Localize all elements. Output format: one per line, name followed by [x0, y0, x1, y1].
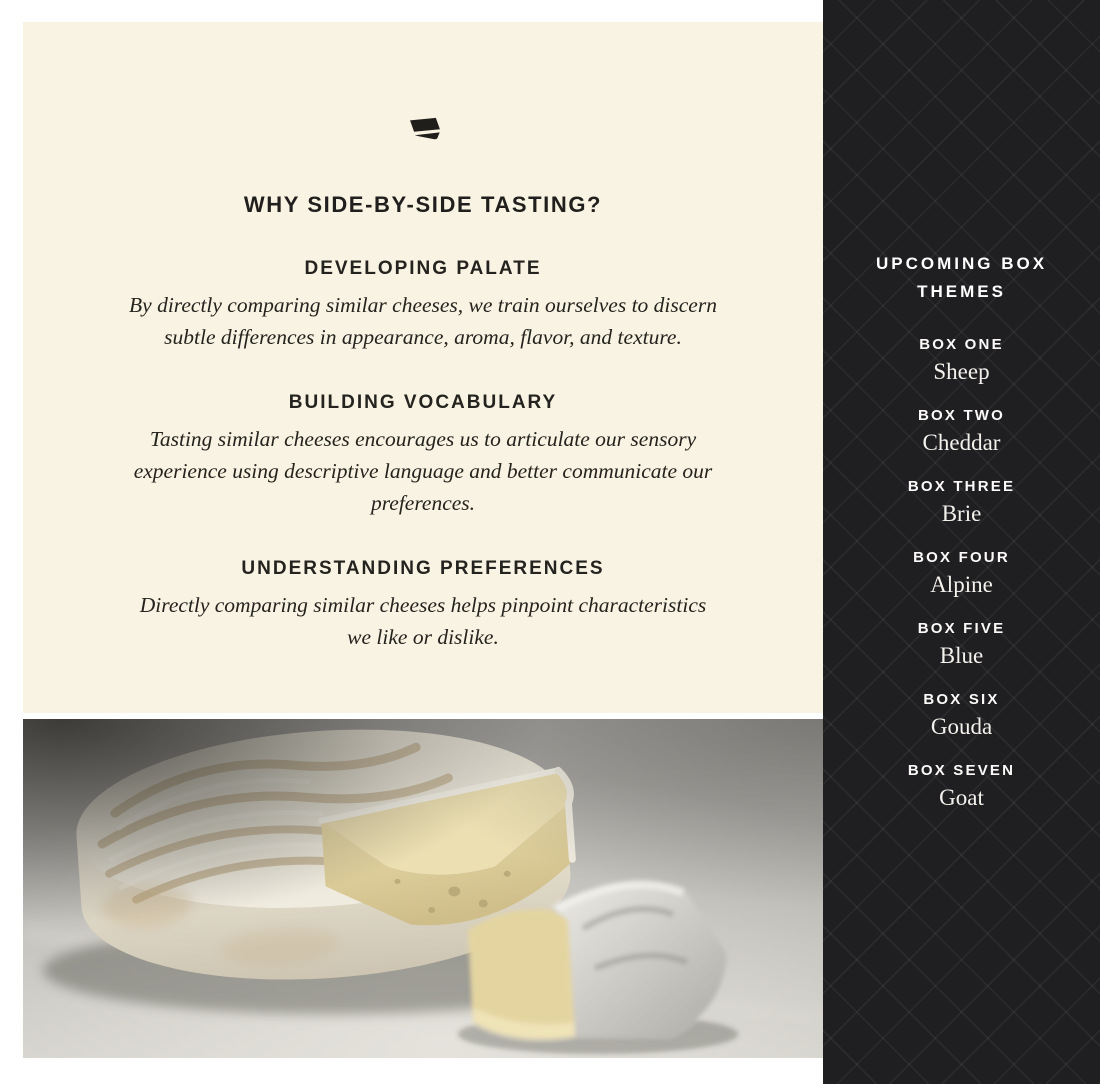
section-title: BUILDING VOCABULARY	[288, 392, 558, 413]
box-label: BOX THREE	[907, 478, 1016, 495]
box-name: Brie	[941, 501, 982, 526]
section-developing-palate	[23, 258, 823, 353]
section-title: UNDERSTANDING PREFERENCES	[241, 558, 605, 579]
box-label: BOX ONE	[919, 336, 1004, 353]
section-body: By directly comparing similar cheeses, we train ourselves to discern subtle differences in appearance, aroma, flavor, and texture.	[129, 293, 717, 349]
box-label: BOX TWO	[917, 407, 1006, 424]
box-label: BOX FOUR	[913, 549, 1010, 566]
section-understanding-preferences	[23, 558, 823, 653]
list-item-box-seven	[823, 762, 1100, 811]
upcoming-box-sidebar	[823, 0, 1100, 1084]
list-item-box-three	[823, 478, 1100, 527]
section-title: DEVELOPING PALATE	[304, 258, 542, 279]
section-building-vocabulary	[23, 392, 823, 519]
list-item-box-one	[823, 336, 1100, 385]
section-body: Directly comparing similar cheeses helps pinpoint characteristics we like or dislike.	[139, 593, 707, 649]
box-label: BOX FIVE	[917, 620, 1006, 637]
box-name: Sheep	[933, 359, 990, 384]
box-name: Gouda	[930, 714, 993, 739]
box-name: Alpine	[930, 572, 993, 597]
list-item-box-six	[823, 691, 1100, 740]
cheese-wedge-icon	[403, 111, 443, 151]
list-item-box-five	[823, 620, 1100, 669]
sidebar-title: UPCOMING BOX THEMES	[875, 254, 1048, 301]
content-panel	[23, 22, 823, 713]
sections	[23, 258, 823, 653]
box-label: BOX SEVEN	[907, 762, 1016, 779]
list-item-box-two	[823, 407, 1100, 456]
box-label: BOX SIX	[923, 691, 1000, 708]
box-name: Blue	[939, 643, 984, 668]
box-name: Cheddar	[922, 430, 1001, 455]
page-title: WHY SIDE-BY-SIDE TASTING?	[243, 192, 603, 217]
box-name: Goat	[939, 785, 984, 810]
cheese-wheel-photo	[23, 719, 823, 1058]
list-item-box-four	[823, 549, 1100, 598]
section-body: Tasting similar cheeses encourages us to articulate our sensory experience using descriptive language and better communicate our preferences.	[133, 427, 713, 515]
